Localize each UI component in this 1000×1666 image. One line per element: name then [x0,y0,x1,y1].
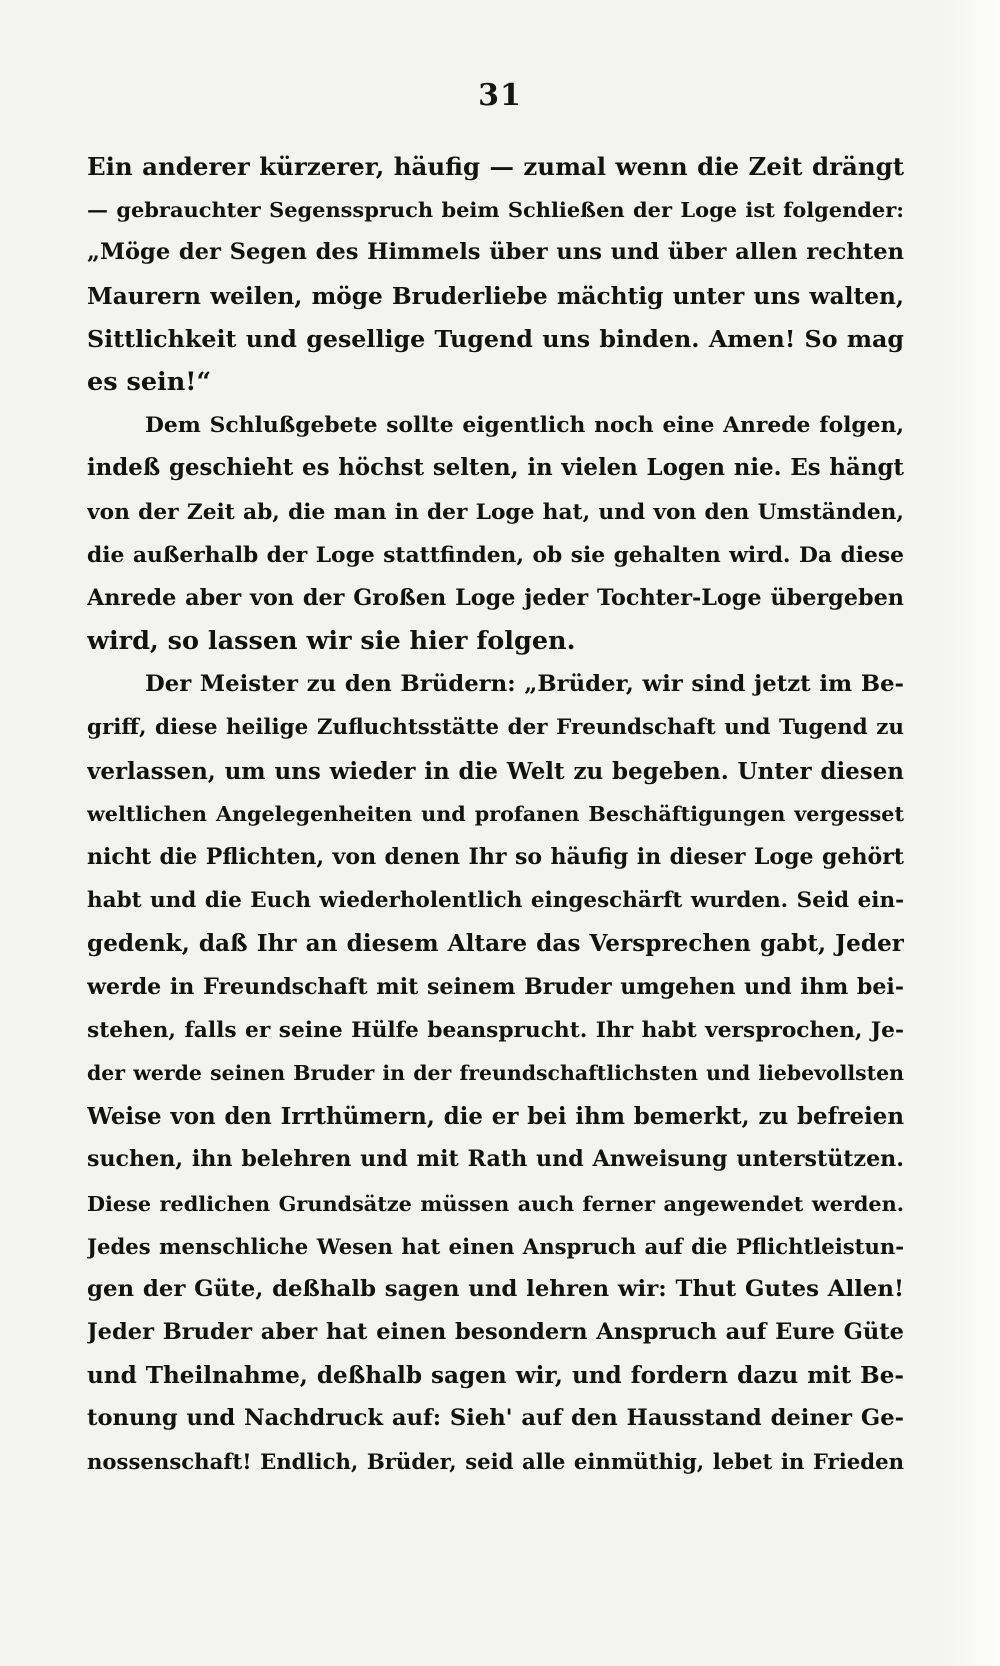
page-number: 31 [478,78,522,113]
text-line: der werde seinen Bruder in der freundschaftlichsten und liebevollsten [87,1060,904,1085]
text-line: Maurern weilen, möge Bruderliebe mächtig unter uns walten, [87,282,904,310]
text-line: indeß geschieht es höchst selten, in vielen Logen nie. Es hängt [87,455,904,482]
text-line: tonung und Nachdruck auf: Sieh' auf den Hausstand deiner Ge- [87,1405,904,1432]
text-line: und Theilnahme, deßhalb sagen wir, und fordern dazu mit Be- [87,1362,904,1390]
text-line: Weise von den Irrthümern, die er bei ihm bemerkt, zu befreien [87,1103,904,1131]
text-line: gedenk, daß Ihr an diesem Altare das Versprechen gabt, Jeder [87,930,904,958]
text-line: Dem Schlußgebete sollte eigentlich noch eine Anrede folgen, [145,413,904,439]
text-line: — gebrauchter Segensspruch beim Schließen der Loge ist folgender: [87,197,904,223]
text-line: nossenschaft! Endlich, Brüder, seid alle einmüthig, lebet in Frieden [87,1449,904,1475]
text-line: wird, so lassen wir sie hier folgen. [87,626,576,657]
text-line: nicht die Pflichten, von denen Ihr so häufig in dieser Loge gehört [87,844,904,870]
text-line: Jeder Bruder aber hat einen besondern Anspruch auf Eure Güte [87,1319,904,1346]
text-line: von der Zeit ab, die man in der Loge hat, und von den Umständen, [87,499,904,525]
text-line: Ein anderer kürzerer, häufig — zumal wenn die Zeit drängt [87,152,904,181]
text-line: Der Meister zu den Brüdern: „Brüder, wir sind jetzt im Be- [145,671,904,698]
text-line: griff, diese heilige Zufluchtsstätte der Freundschaft und Tugend zu [87,715,904,741]
text-line: die außerhalb der Loge stattfinden, ob sie gehalten wird. Da diese [87,542,904,568]
text-line: habt und die Euch wiederholentlich eingeschärft wurden. Seid ein- [87,888,904,914]
text-line: gen der Güte, deßhalb sagen und lehren wir: Thut Gutes Allen! [87,1275,904,1302]
text-line: stehen, falls er seine Hülfe beansprucht. Ihr habt versprochen, Je- [87,1017,904,1043]
text-line: Diese redlichen Grundsätze müssen auch ferner angewendet werden. [87,1190,904,1216]
text-line: Jedes menschliche Wesen hat einen Anspruch auf die Pflichtleistun- [87,1233,904,1259]
paragraph [87,145,904,404]
body-text [87,145,904,1525]
paragraph [87,404,904,663]
text-line: Anrede aber von der Großen Loge jeder Tochter-Loge übergeben [87,584,904,611]
text-line: werde in Freundschaft mit seinem Bruder umgehen und ihm bei- [87,973,904,1000]
text-line: weltlichen Angelegenheiten und profanen Beschäftigungen vergesset [87,801,904,826]
text-line: verlassen, um uns wieder in die Welt zu begeben. Unter diesen [87,757,904,785]
text-line: suchen, ihn belehren und mit Rath und Anweisung unterstützen. [87,1146,904,1173]
text-line: Sittlichkeit und gesellige Tugend uns binden. Amen! So mag [87,324,904,353]
text-line: „Möge der Segen des Himmels über uns und über allen rechten [87,239,904,266]
paragraph [87,663,904,1484]
text-line: es sein!“ [87,366,212,397]
